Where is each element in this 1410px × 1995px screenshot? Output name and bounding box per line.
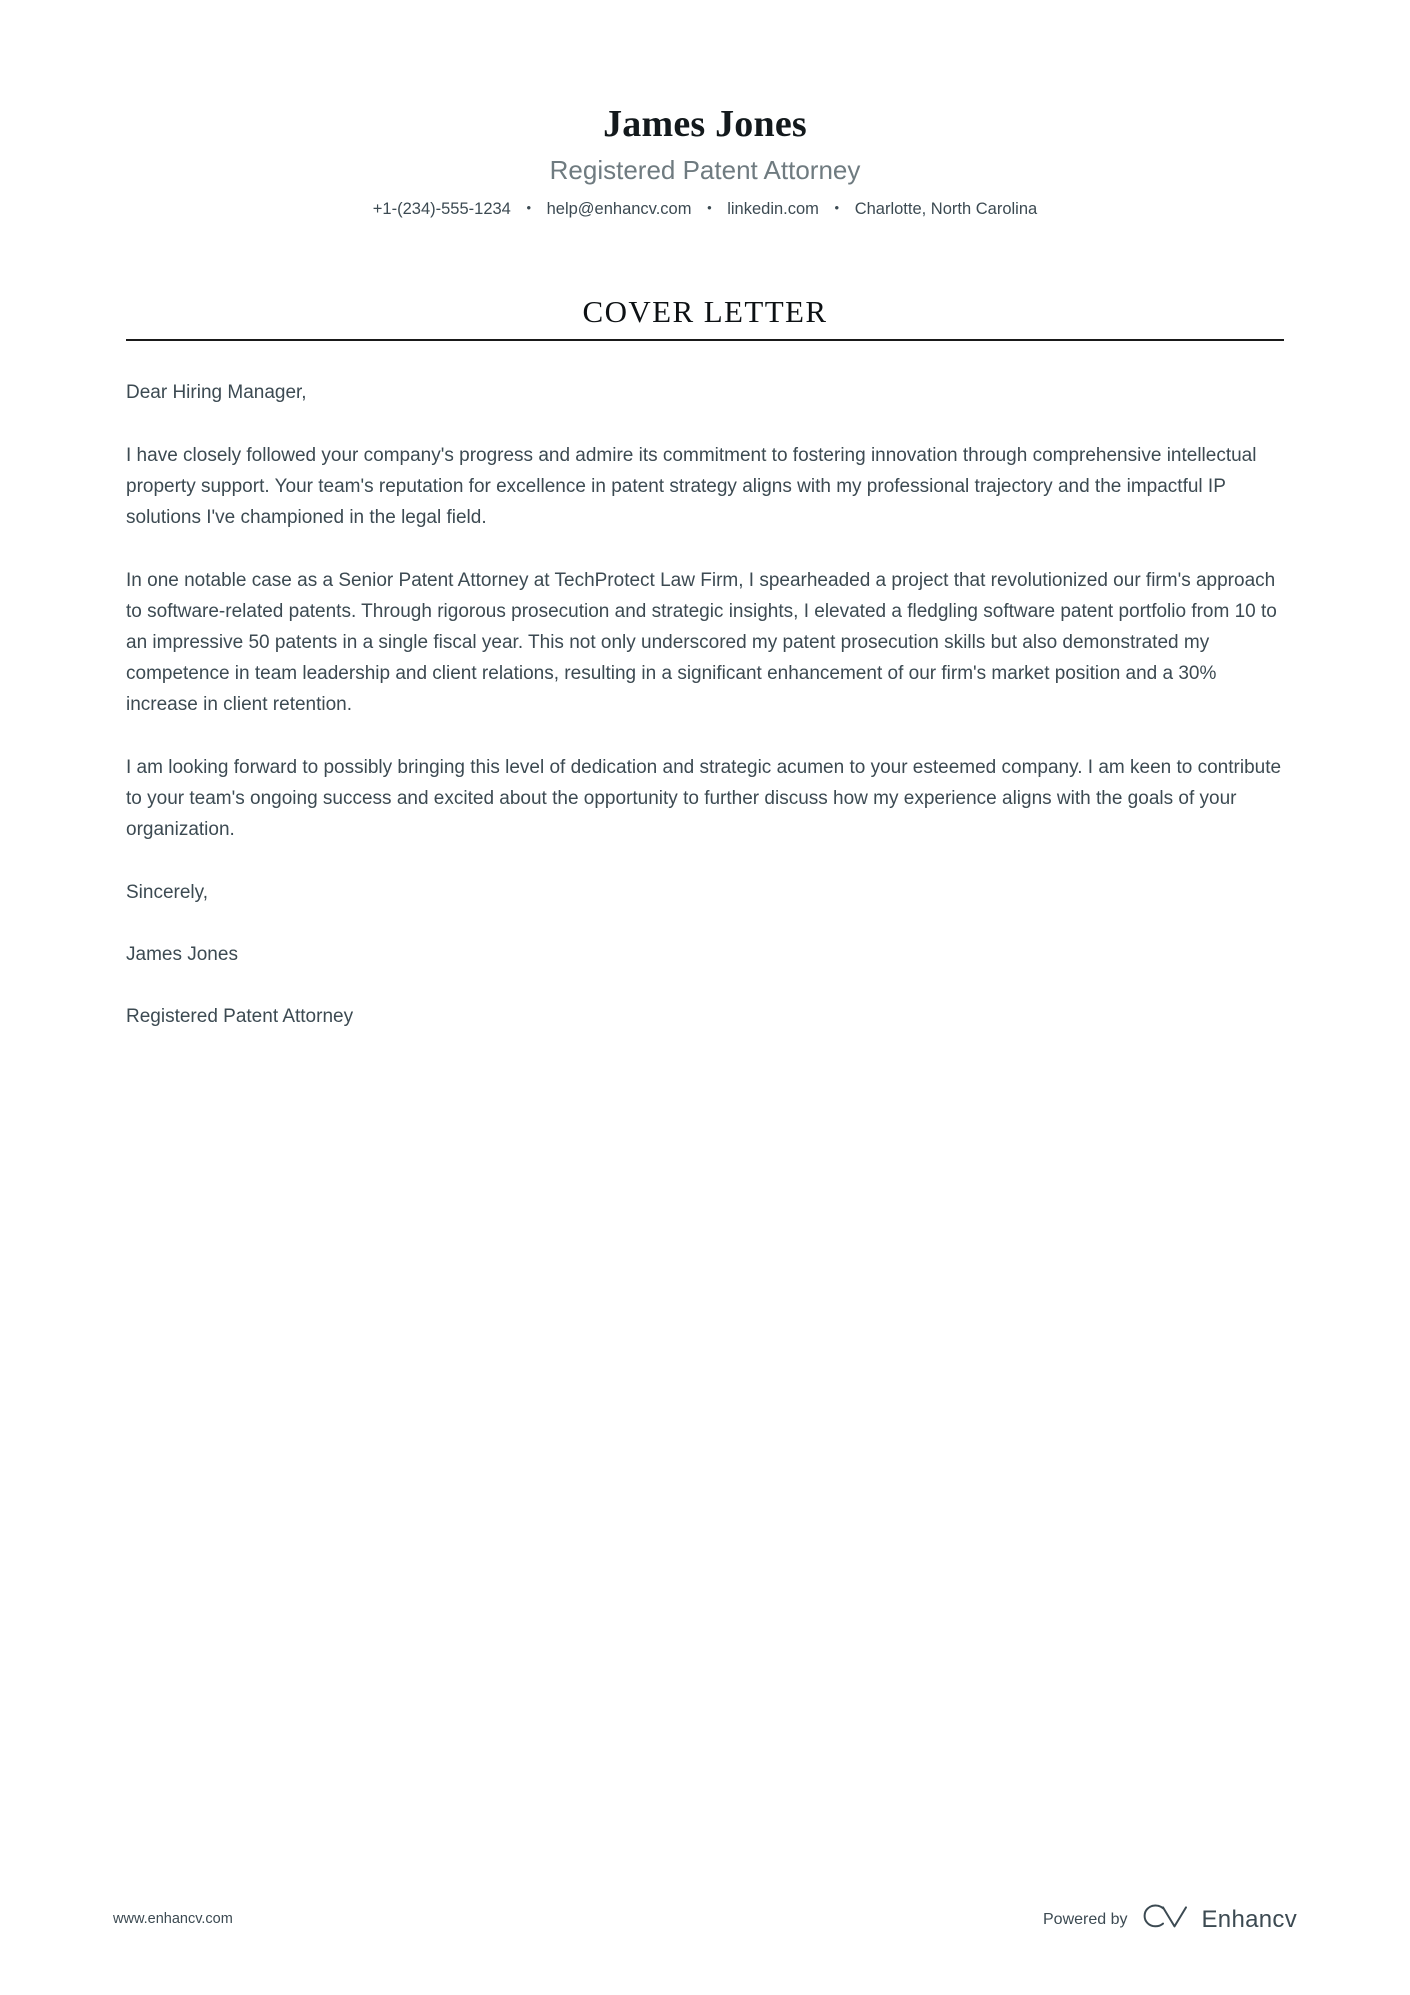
footer-brand-block: [1043, 1904, 1297, 1935]
letter-body: [0, 377, 1410, 1032]
section-heading-block: [0, 295, 1410, 341]
enhancv-brand-name: Enhancv: [1201, 1905, 1297, 1933]
section-divider-rule: [126, 339, 1284, 341]
document-footer: [0, 1904, 1410, 1935]
footer-website-url[interactable]: www.enhancv.com: [113, 1911, 233, 1928]
candidate-name: James Jones: [603, 103, 807, 145]
document-header: [0, 0, 1410, 220]
letter-signature-title: Registered Patent Attorney: [126, 1006, 354, 1028]
enhancv-logo-icon: [1142, 1904, 1188, 1935]
letter-closing: Sincerely,: [126, 882, 209, 904]
letter-salutation: Dear Hiring Manager,: [126, 382, 307, 404]
contact-phone: +1-(234)-555-1234: [372, 199, 511, 218]
powered-by-label: Powered by: [1043, 1910, 1128, 1928]
contact-separator-dot: •: [707, 199, 712, 215]
contact-separator-dot: •: [526, 199, 532, 215]
letter-paragraph-1: I have closely followed your company's progress and admire its commitment to fostering innovation through comprehensive intellectual property support. Your team's reputation for excellence in patent strategy aligns with my professional trajectory and the impactful IP solutions I've championed in the legal field.: [126, 445, 1257, 529]
letter-signature-name: James Jones: [126, 944, 238, 966]
contact-separator-dot: •: [834, 199, 840, 215]
contact-location: Charlotte, North Carolina: [854, 199, 1038, 218]
contact-line: [0, 199, 1410, 220]
letter-paragraph-3: I am looking forward to possibly bringing this level of dedication and strategic acumen to your esteemed company. I am keen to contribute to your team's ongoing success and excited about the opportunity to further discuss how my experience aligns with the goals of your organization.: [126, 757, 1282, 841]
contact-email[interactable]: help@enhancv.com: [546, 199, 692, 218]
contact-linkedin[interactable]: linkedin.com: [727, 199, 819, 218]
candidate-job-title: Registered Patent Attorney: [549, 154, 861, 185]
section-title-cover-letter: COVER LETTER: [582, 294, 828, 330]
letter-paragraph-2: In one notable case as a Senior Patent Attorney at TechProtect Law Firm, I spearheaded a project that revolutionized our firm's approach to software-related patents. Through rigorous prosecution and strategic insights, I elevated a fledgling software patent portfolio from 10 to an impressive 50 patents in a single fiscal year. This not only underscored my patent prosecution skills but also demonstrated my competence in team leadership and client relations, resulting in a significant enhancement of our firm's market position and a 30% increase in client retention.: [126, 570, 1277, 716]
